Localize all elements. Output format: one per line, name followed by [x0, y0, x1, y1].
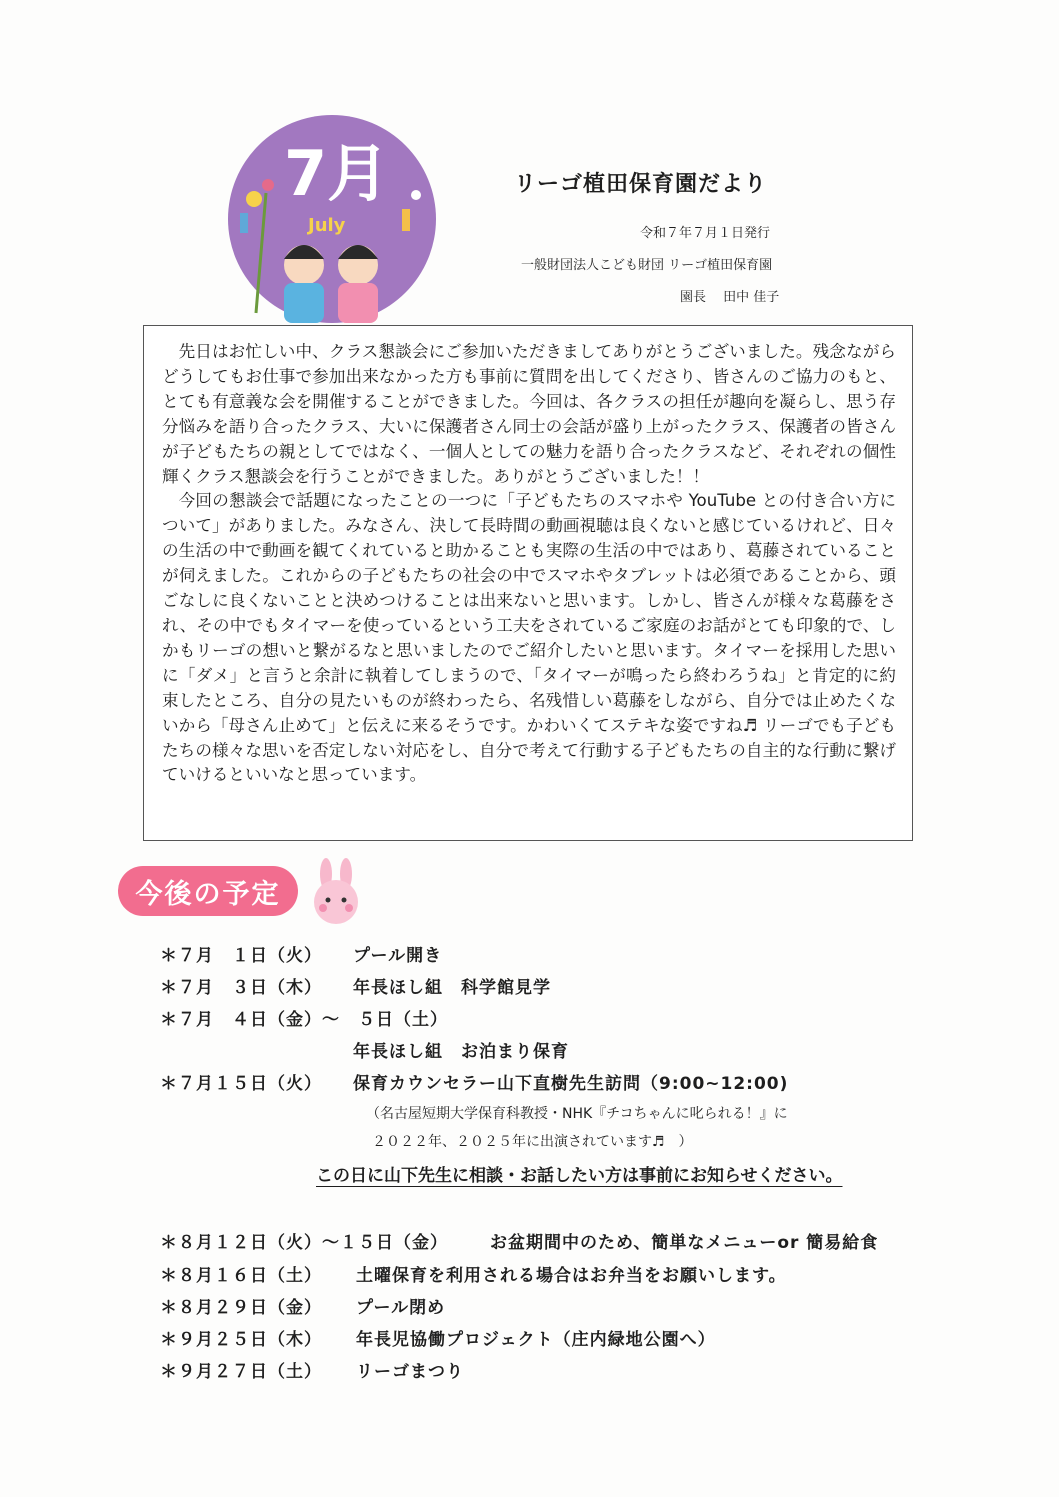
schedule-date: ＊７月１５日（火）	[160, 1074, 322, 1094]
schedule-event: 保育カウンセラー山下直樹先生訪問（9:00~12:00)	[353, 1074, 789, 1094]
schedule-date: ＊８月２９日（金）	[160, 1298, 322, 1318]
director-name: 園長 田中 佳子	[680, 290, 780, 305]
schedule-event: 年長児協働プロジェクト（庄内緑地公園へ）	[356, 1330, 716, 1350]
schedule-event: 年長ほし組 お泊まり保育	[353, 1042, 569, 1062]
newsletter-title: リーゴ植田保育園だより	[514, 172, 768, 197]
schedule-event: リーゴまつり	[356, 1362, 464, 1382]
schedule-date: ＊８月１６日（土）	[160, 1266, 322, 1286]
badge-english: July	[308, 215, 346, 236]
message-box	[143, 325, 913, 841]
schedule-event: プール開き	[353, 946, 443, 966]
schedule-date: ＊７月 １日（火）	[160, 946, 322, 966]
schedule-heading-label: 今後の予定	[118, 866, 298, 916]
schedule-date: ＊９月２５日（木）	[160, 1330, 322, 1350]
schedule-event: 年長ほし組 科学館見学	[353, 978, 551, 998]
schedule-event: 土曜保育を利用される場合はお弁当をお願いします。	[356, 1266, 787, 1286]
issue-date: 令和７年７月１日発行	[640, 226, 771, 241]
schedule-event: プール閉め	[356, 1298, 446, 1318]
organization-name: 一般財団法人こども財団 リーゴ植田保育園	[521, 258, 773, 273]
message-paragraph-2: 今回の懇談会で話題になったことの一つに「子どもたちのスマホや YouTube との付き合い方について」がありました。みなさん、決して長時間の動画視聴は良くないと感じているけれど、日々の生活の中で動画を観てくれていると助かることも実際の生活の中ではあり、葛藤されていることが伺えました。これからの子どもたちの社会の中でスマホやタブレットは必須であることから、頭ごなしに良くないことと決めつけることは出来ないと思います。しかし、皆さんが様々な葛藤をされ、その中でもタイマーを使っているという工夫をされているご家庭のお話がとても印象的で、しかもリーゴの想いと繋がるなと思いましたのでご紹介したいと思います。タイマーを採用した思いに「ダメ」と言うと余計に執着してしまうので、「タイマーが鳴ったら終わろうね」と肯定的に約束したところ、自分の見たいものが終わったら、名残惜しい葛藤をしながら、自分では止めたくないから「母さん止めて」と伝えに来るそうです。かわいくてステキな姿ですね♬ リーゴでも子どもたちの様々な思いを否定しない対応をし、自分で考えて行動する子どもたちの自主的な行動に繋げていけるといいなと思っています。	[162, 491, 896, 785]
bunny-icon	[306, 856, 366, 926]
counselor-note-line-2: ２０２２年、２０２５年に出演されています♬ ）	[372, 1134, 693, 1150]
schedule-date: ＊８月１２日（火）～１５日（金）	[160, 1233, 448, 1253]
schedule-date: ＊７月 ３日（木）	[160, 978, 322, 998]
counselor-note-line-1: （名古屋短期大学保育科教授・NHK『チコちゃんに叱られる！』に	[366, 1106, 788, 1122]
schedule-event: お盆期間中のため、簡単なメニューor 簡易給食	[490, 1233, 879, 1253]
consult-note: この日に山下先生に相談・お話したい方は事前にお知らせください。	[316, 1166, 843, 1186]
schedule-heading	[118, 856, 368, 926]
schedule-date: ＊９月２７日（土）	[160, 1362, 322, 1382]
message-paragraph-1: 先日はお忙しい中、クラス懇談会にご参加いただきましてありがとうございました。残念ながらどうしてもお仕事で参加出来なかった方も事前に質問を出してくださり、皆さんのご協力のもと、とても有意義な会を開催することができました。今回は、各クラスの担任が趣向を凝らし、思う存分悩みを語り合ったクラス、大いに保護者さん同士の会話が盛り上がったクラス、保護者の皆さんが子どもたちの親としてではなく、一個人としての魅力を語り合ったクラスなど、それぞれの個性輝くクラス懇談会を行うことができました。ありがとうございました！！	[162, 342, 896, 486]
schedule-date: ＊７月 ４日（金）～ ５日（土）	[160, 1010, 448, 1030]
month-badge	[226, 113, 438, 325]
badge-month: 7月	[284, 137, 390, 210]
